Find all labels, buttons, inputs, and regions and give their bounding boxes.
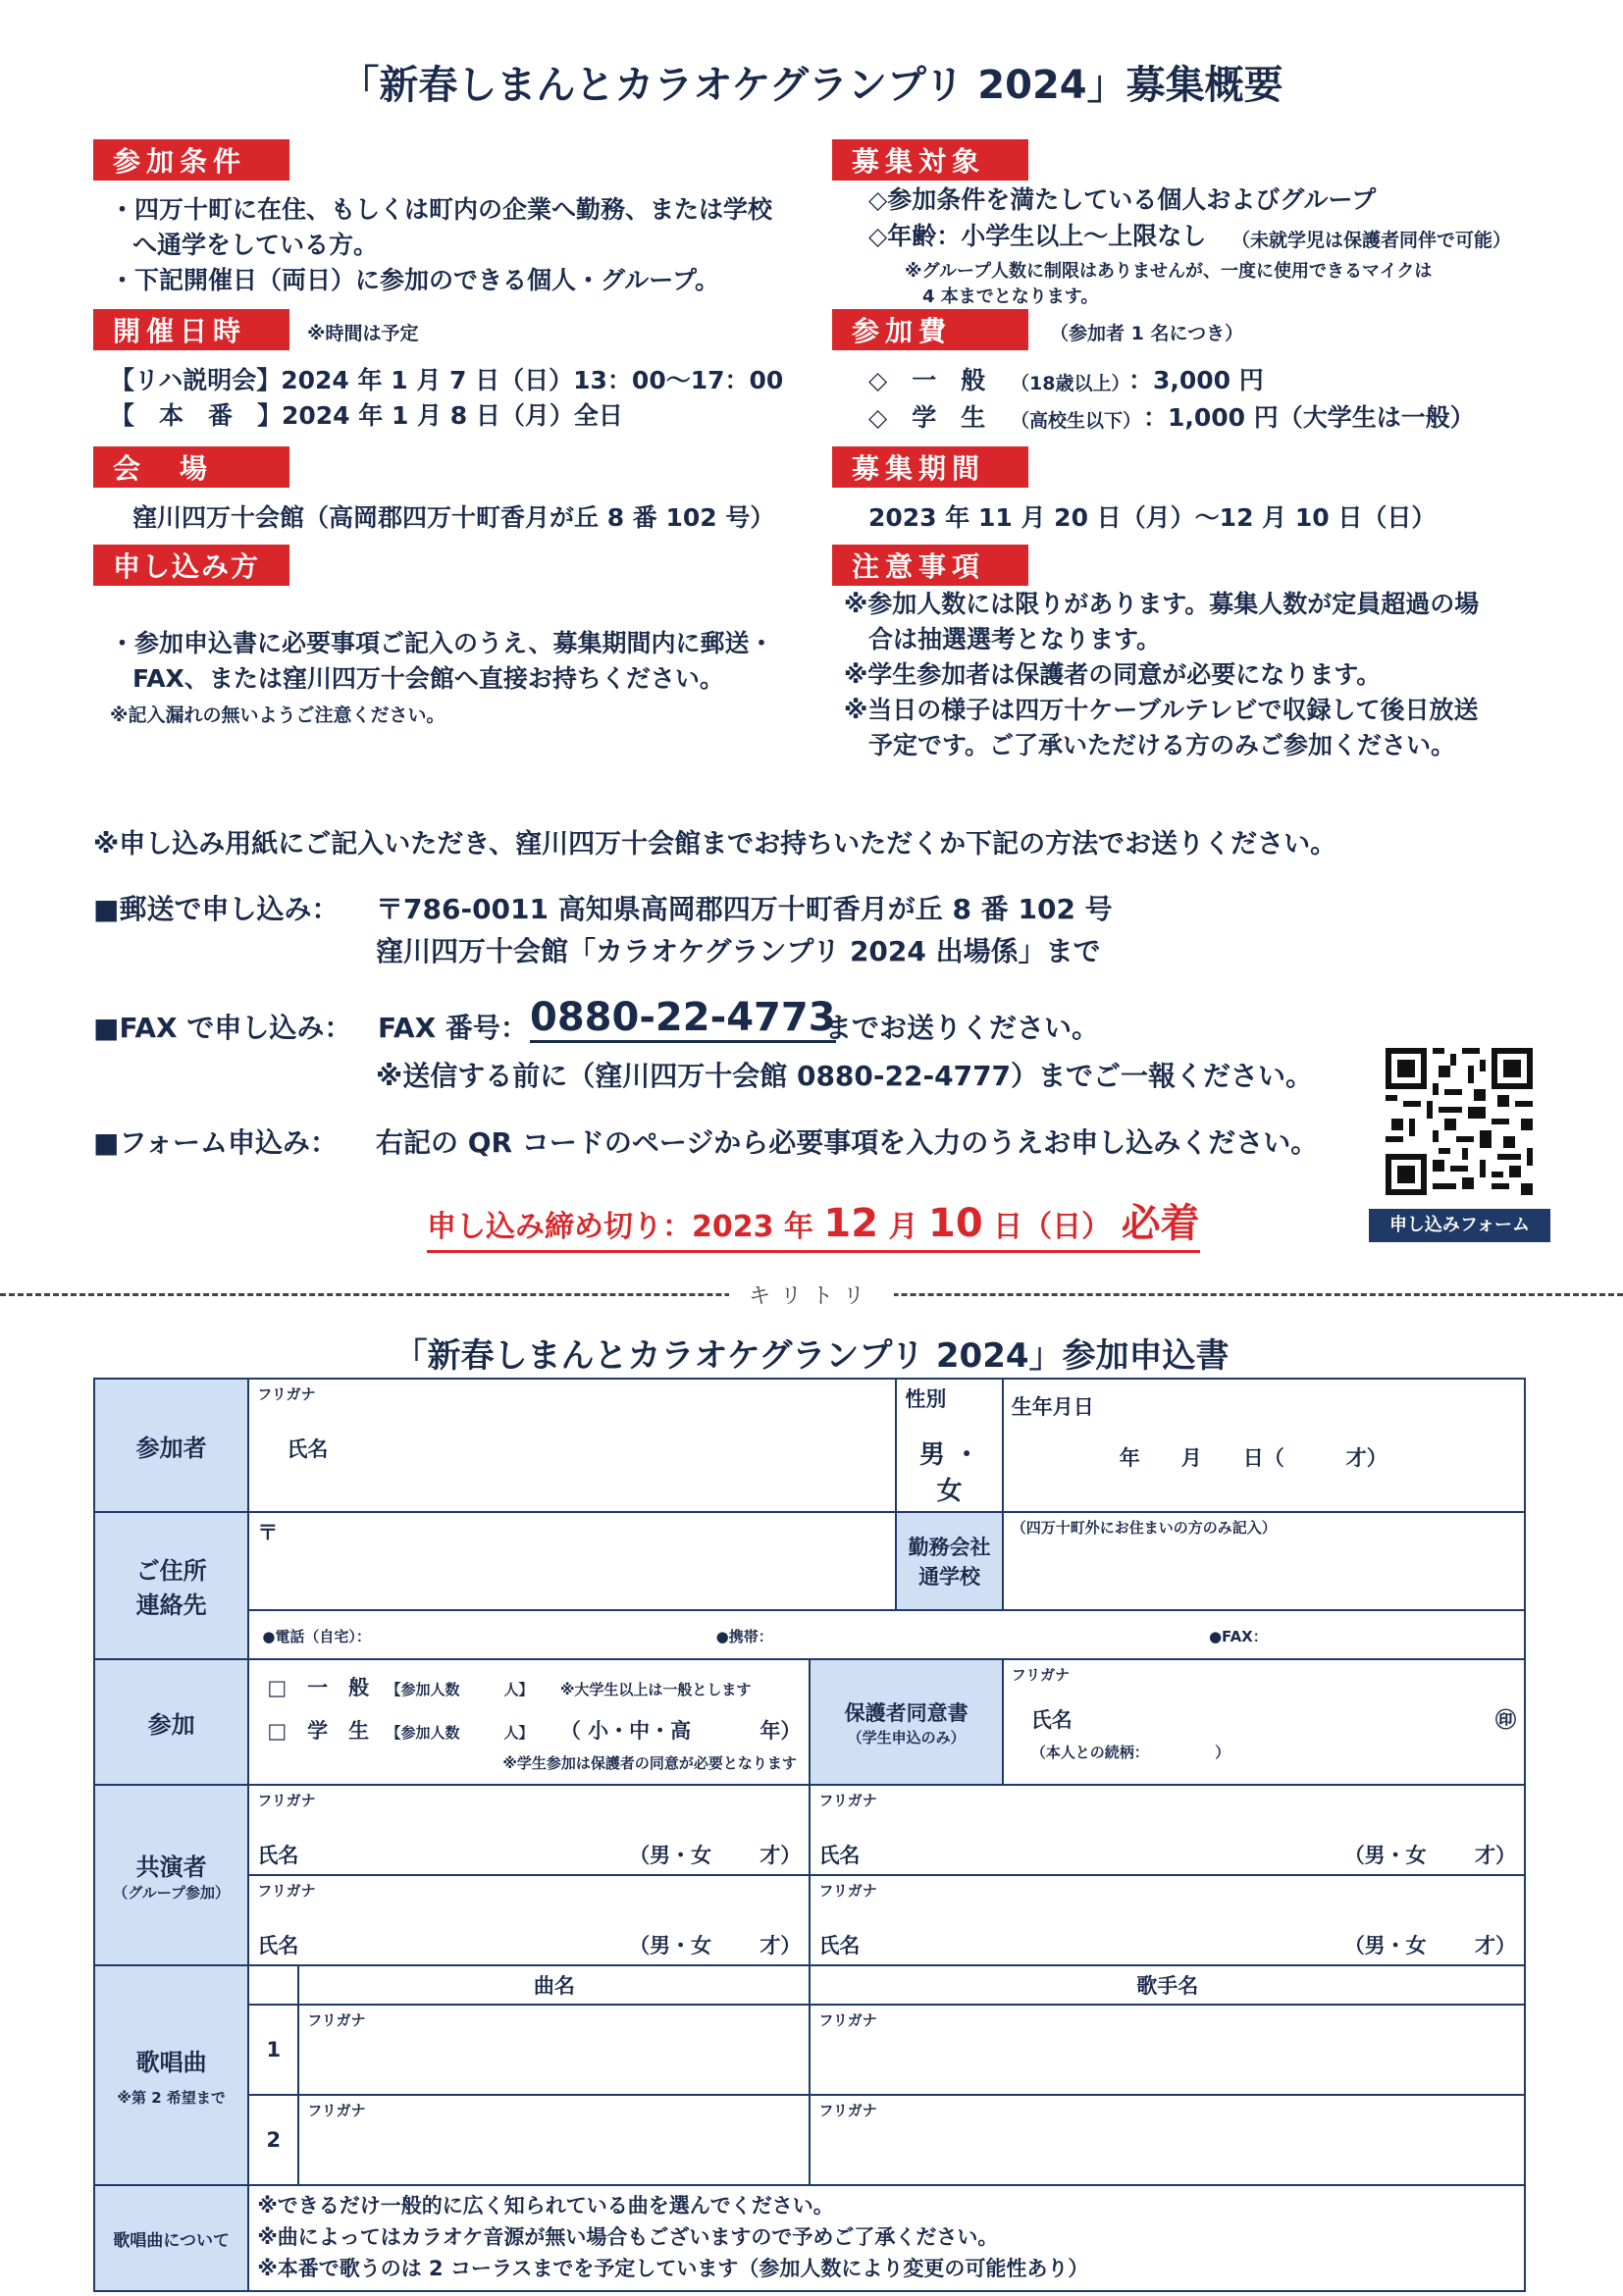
costar-1-gender: （男・女 才） xyxy=(629,1844,802,1867)
dates-line-1: 【リハ説明会】2024 年 1 月 7 日（日）13：00〜17：00 xyxy=(110,366,784,394)
target-line-4: 4 本までとなります。 xyxy=(922,287,1099,307)
participant-furigana: フリガナ xyxy=(257,1385,316,1403)
cond-line-3: ・下記開催日（両日）に参加のできる個人・グループ。 xyxy=(110,266,720,294)
song-2-furigana: フリガナ xyxy=(307,2102,366,2119)
song-1-singer-cell[interactable] xyxy=(810,2005,1525,2095)
costar-4-furigana: フリガナ xyxy=(818,1882,877,1900)
apply-line-3: ※記入漏れの無いようご注意ください。 xyxy=(110,704,445,726)
costar-2-name: 氏名 xyxy=(818,1844,861,1867)
fee-student-kind: ◇ 学 生 xyxy=(868,403,986,432)
deadline-arrival: 必着 xyxy=(1121,1201,1200,1246)
costar-header xyxy=(94,1785,248,1965)
company-header: 勤務会社 通学校 xyxy=(896,1512,1002,1610)
fee-student-note: （高校生以下） xyxy=(1011,410,1142,432)
costar-2-furigana: フリガナ xyxy=(818,1792,877,1809)
label-period: 募集期間 xyxy=(832,446,1028,488)
song-1-furigana: フリガナ xyxy=(307,2011,366,2029)
costar-4-gender: （男・女 才） xyxy=(1343,1934,1516,1957)
participant-name-label: 氏名 xyxy=(287,1437,329,1461)
song-2-title-cell[interactable] xyxy=(298,2095,810,2185)
cond-line-2: へ通学をしている方。 xyxy=(132,231,379,259)
deadline-month: 12 xyxy=(823,1201,879,1246)
birth-value: 年 月 日（ 才） xyxy=(1119,1446,1387,1470)
general-count: 【参加人数 人】 xyxy=(386,1681,534,1698)
song-1-number: 1 xyxy=(248,2005,298,2095)
costar-3-gender: （男・女 才） xyxy=(629,1934,802,1957)
birth-cell[interactable] xyxy=(1003,1379,1525,1512)
guardian-name-label: 氏名 xyxy=(1030,1708,1073,1732)
fax-prefix: FAX 番号： xyxy=(378,1012,528,1044)
guardian-sub: （学生申込のみ） xyxy=(847,1728,966,1747)
label-fee: 参加費 xyxy=(832,309,1028,350)
apply-line-2: FAX、または窪川四万十会館へ直接お持ちください。 xyxy=(132,664,724,693)
label-dates: 開催日時 xyxy=(93,309,289,350)
qr-form-label: 申し込みフォーム xyxy=(1369,1209,1550,1242)
participant-header: 参加者 xyxy=(94,1379,248,1512)
deadline-day-unit: 日（日） xyxy=(993,1210,1112,1244)
costar-2-cell[interactable] xyxy=(810,1785,1525,1875)
gender-cell[interactable] xyxy=(896,1379,1002,1512)
entry-header: 参加 xyxy=(94,1659,248,1785)
label-notes: 注意事項 xyxy=(832,545,1028,586)
student-checkbox[interactable]: □ 学 生 xyxy=(267,1719,370,1743)
company-note: （四万十町外にお住まいの方のみ記入） xyxy=(1011,1519,1277,1537)
form-title: 「新春しまんとカラオケグランプリ 2024」参加申込書 xyxy=(393,1336,1230,1376)
gender-label: 性別 xyxy=(905,1387,947,1411)
qr-code-icon[interactable] xyxy=(1386,1048,1533,1195)
mail-line-2: 窪川四万十会館「カラオケグランプリ 2024 出場係」まで xyxy=(376,935,1101,967)
company-cell[interactable] xyxy=(1003,1512,1525,1610)
dates-line-2: 【 本 番 】2024 年 1 月 8 日（月）全日 xyxy=(110,401,623,430)
notes-line-2: 合は抽選選考となります。 xyxy=(868,625,1162,653)
student-count: 【参加人数 人】 xyxy=(386,1724,534,1742)
target-line-3: ※グループ人数に制限はありませんが、一度に使用できるマイクは xyxy=(905,261,1433,282)
costar-3-cell[interactable] xyxy=(248,1875,810,1965)
costar-3-name: 氏名 xyxy=(257,1934,299,1957)
guardian-cell[interactable] xyxy=(1003,1659,1525,1785)
guardian-furigana: フリガナ xyxy=(1011,1666,1071,1684)
guardian-relation: （本人との続柄： ） xyxy=(1030,1744,1230,1761)
form-heading: ■フォーム申込み： xyxy=(93,1126,339,1159)
deadline-month-unit: 月 xyxy=(888,1210,918,1244)
costar-1-cell[interactable] xyxy=(248,1785,810,1875)
birth-label: 生年月日 xyxy=(1011,1395,1094,1419)
application-form xyxy=(93,1378,1526,2292)
gender-options: 男 ・ 女 xyxy=(919,1440,980,1506)
fax-line-2: ※送信する前に（窪川四万十会館 0880-22-4777）までご一報ください。 xyxy=(376,1060,1314,1092)
participant-name-cell[interactable] xyxy=(248,1379,896,1512)
about-line-1: ※できるだけ一般的に広く知られている曲を選んでください。 xyxy=(257,2194,834,2218)
mail-line-1: 〒786-0011 高知県高岡郡四万十町香月が丘 8 番 102 号 xyxy=(376,893,1113,925)
song-num-head xyxy=(248,1965,298,2005)
fee-general-price: ：3,000 円 xyxy=(1128,366,1264,394)
singer-1-furigana: フリガナ xyxy=(818,2011,877,2029)
mobile-label: ●携帯： xyxy=(715,1628,773,1645)
song-1-title-cell[interactable] xyxy=(298,2005,810,2095)
costar-label: 共演者 xyxy=(135,1853,207,1881)
fax-label: ●FAX： xyxy=(1208,1628,1268,1645)
entry-cell[interactable] xyxy=(248,1659,810,1785)
apply-line-1: ・参加申込書に必要事項ご記入のうえ、募集期間内に郵送・ xyxy=(110,629,774,657)
about-line-3: ※本番で歌うのは 2 コーラスまでを予定しています（参加人数により変更の可能性あり） xyxy=(257,2257,1089,2280)
label-apply: 申し込み方法 xyxy=(93,545,289,586)
dates-note: ※時間は予定 xyxy=(307,323,419,344)
venue-line-1: 窪川四万十会館（高岡郡四万十町香月が丘 8 番 102 号） xyxy=(132,503,775,532)
label-target: 募集対象 xyxy=(832,139,1028,181)
song-header xyxy=(94,1965,248,2185)
target-line-2b: （未就学児は保護者同伴で可能） xyxy=(1231,230,1512,251)
fee-student-price: ：1,000 円（大学生は一般） xyxy=(1143,403,1475,432)
target-line-2: ◇年齢：小学生以上〜上限なし xyxy=(868,222,1207,250)
general-note: ※大学生以上は一般とします xyxy=(559,1681,752,1698)
singer-2-furigana: フリガナ xyxy=(818,2102,877,2119)
notes-line-5: 予定です。ご了承いただける方のみご参加ください。 xyxy=(868,731,1456,759)
student-grade: （ 小・中・高 年） xyxy=(559,1719,802,1743)
contact-cell[interactable] xyxy=(248,1610,1525,1659)
send-intro: ※申し込み用紙にご記入いただき、窪川四万十会館までお持ちいただくか下記の方法でお送りください。 xyxy=(93,829,1337,860)
notes-line-1: ※参加人数には限りがあります。募集人数が定員超過の場 xyxy=(844,590,1480,618)
fee-general-note: （18歳以上） xyxy=(1011,373,1130,394)
costar-1-furigana: フリガナ xyxy=(257,1792,316,1809)
costar-2-gender: （男・女 才） xyxy=(1343,1844,1516,1867)
song-title-header: 曲名 xyxy=(298,1965,810,2005)
deadline-day: 10 xyxy=(927,1201,983,1246)
cut-label-text: キリトリ xyxy=(729,1284,894,1309)
postal-mark: 〒 xyxy=(257,1521,279,1544)
costar-4-name: 氏名 xyxy=(818,1934,861,1957)
fax-heading: ■FAX で申し込み： xyxy=(93,1012,352,1044)
song-2-singer-cell[interactable] xyxy=(810,2095,1525,2185)
label-conditions: 参加条件 xyxy=(93,139,289,181)
about-header: 歌唱曲について xyxy=(94,2185,248,2291)
song-2-number: 2 xyxy=(248,2095,298,2185)
cond-line-1: ・四万十町に在住、もしくは町内の企業へ勤務、または学校 xyxy=(110,195,773,224)
notes-line-3: ※学生参加者は保護者の同意が必要になります。 xyxy=(844,660,1382,689)
guardian-label: 保護者同意書 xyxy=(844,1700,969,1725)
address-cell[interactable] xyxy=(248,1512,896,1610)
label-venue: 会 場 xyxy=(93,446,289,488)
cut-label xyxy=(0,1279,1623,1310)
address-header: ご住所 連絡先 xyxy=(94,1512,248,1659)
target-line-1: ◇参加条件を満たしている個人およびグループ xyxy=(868,185,1377,214)
student-note: ※学生参加は保護者の同意が必要となります xyxy=(502,1754,797,1772)
costar-1-name: 氏名 xyxy=(257,1844,299,1867)
seal-icon: ㊞ xyxy=(1495,1708,1516,1732)
deadline-a: 申し込み締め切り：2023 年 xyxy=(427,1210,813,1244)
period-line-1: 2023 年 11 月 20 日（月）〜12 月 10 日（日） xyxy=(868,503,1437,532)
fax-suffix: までお送りください。 xyxy=(824,1012,1100,1044)
tel-label: ●電話（自宅）： xyxy=(262,1628,371,1645)
about-cell xyxy=(248,2185,1525,2291)
singer-header: 歌手名 xyxy=(810,1965,1525,2005)
guardian-header xyxy=(810,1659,1002,1785)
general-checkbox[interactable]: □ 一 般 xyxy=(267,1676,370,1699)
page-title: 「新春しまんとカラオケグランプリ 2024」募集概要 xyxy=(340,63,1283,108)
fee-general-kind: ◇ 一 般 xyxy=(868,366,986,394)
song-label: 歌唱曲 xyxy=(135,2049,207,2076)
mail-heading: ■郵送で申し込み： xyxy=(93,893,340,925)
notes-line-4: ※当日の様子は四万十ケーブルテレビで収録して後日放送 xyxy=(844,696,1479,724)
form-line-1: 右記の QR コードのページから必要事項を入力のうえお申し込みください。 xyxy=(376,1126,1319,1159)
about-line-2: ※曲によってはカラオケ音源が無い場合もございますので予めご了承ください。 xyxy=(257,2225,999,2249)
costar-sub: （グループ参加） xyxy=(113,1884,231,1902)
song-sub: ※第 2 希望まで xyxy=(117,2089,226,2107)
costar-4-cell[interactable] xyxy=(810,1875,1525,1965)
deadline xyxy=(427,1192,1200,1253)
fax-number: 0880-22-4773 xyxy=(530,995,836,1043)
costar-3-furigana: フリガナ xyxy=(257,1882,316,1900)
fee-note: （参加者 1 名につき） xyxy=(1050,323,1244,344)
